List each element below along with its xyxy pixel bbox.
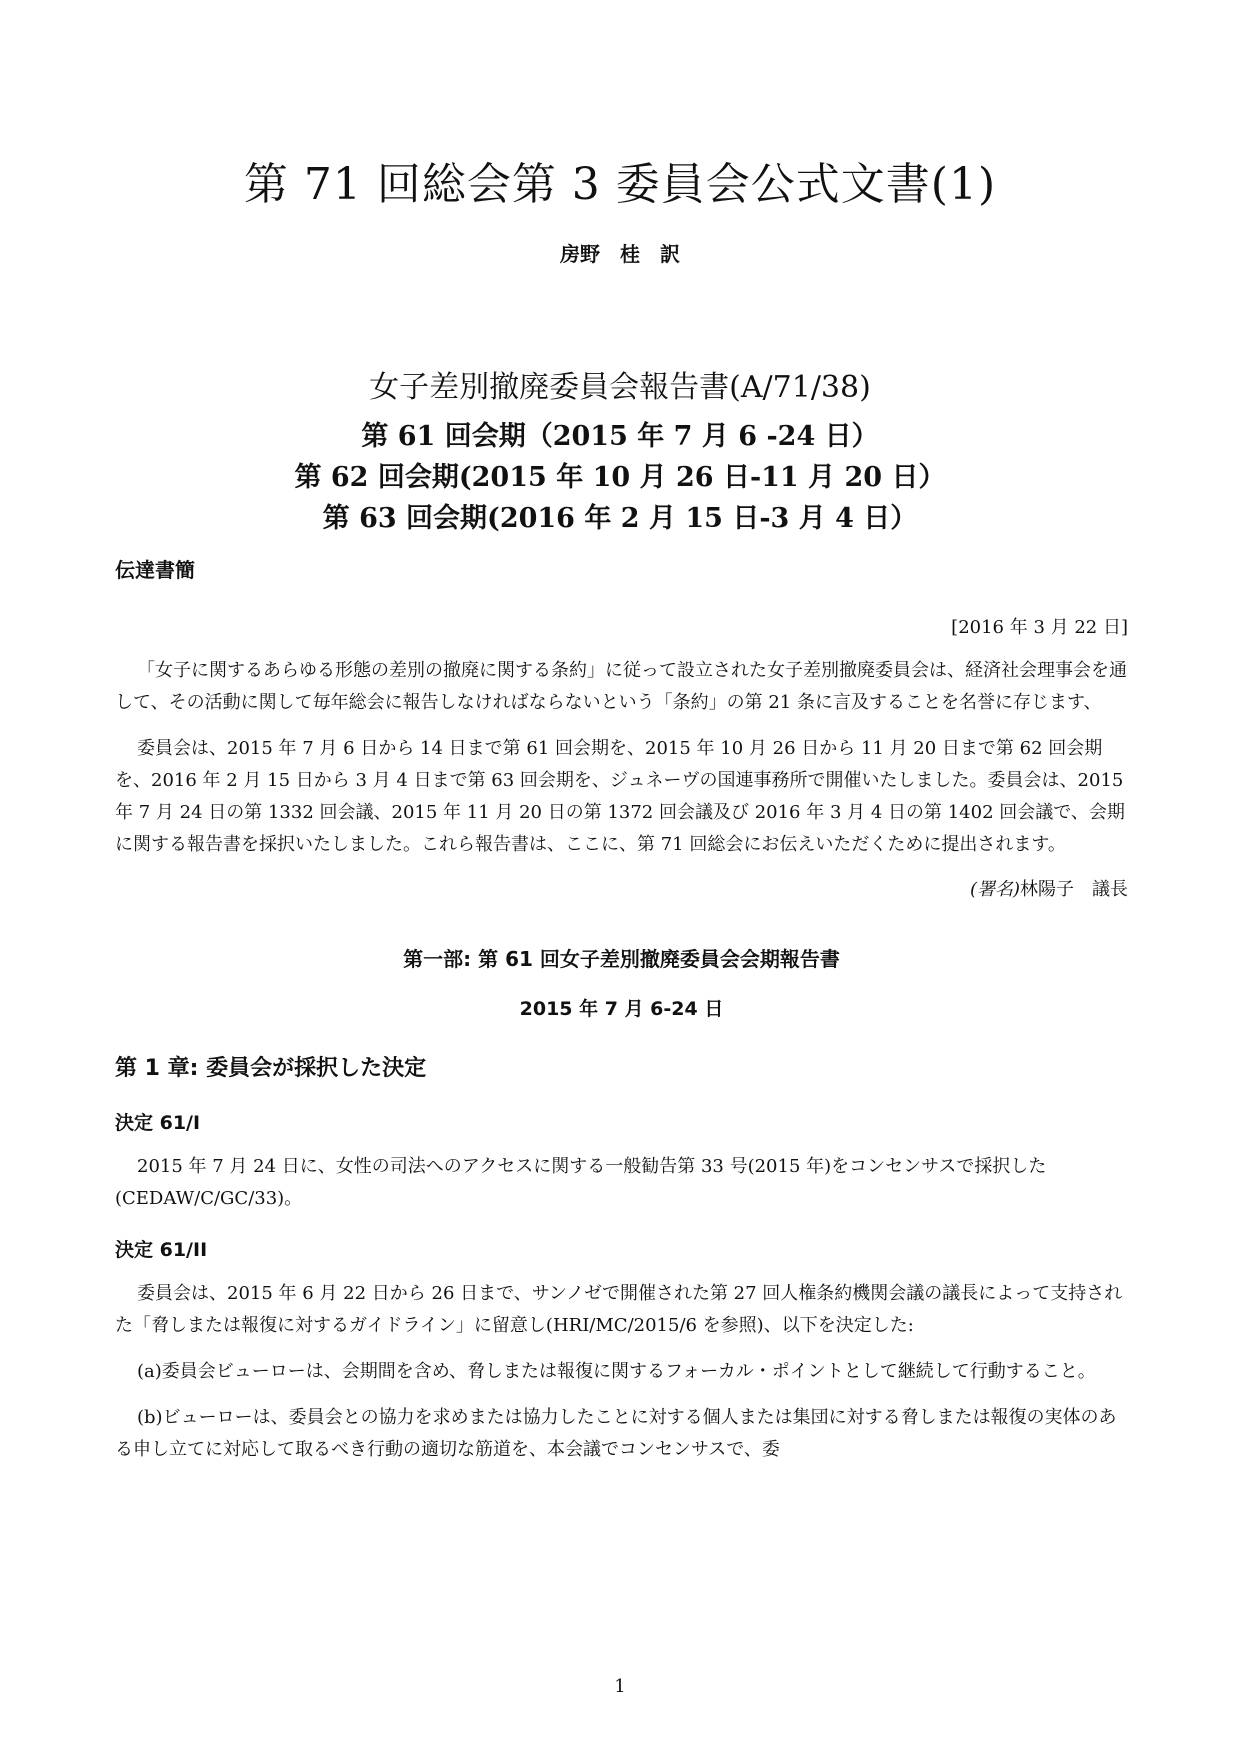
decision-heading: 決定 61/I	[115, 1112, 201, 1134]
letter-date: [2016 年 3 月 22 日]	[951, 617, 1128, 638]
letter-paragraph: 委員会は、2015 年 7 月 6 日から 14 日まで第 61 回会期を、2015 年 10 月 26 日から 11 月 20 日まで第 62 回会期を、2016 年 2 月 15 日から 3 月 4 日まで第 63 回会期を、ジュネーヴの国連事務所で開催いたしました。委員会は、2015 年 7 月 24 日の第 1332 回会議、2015 年 11 月 20 日の第 1372 回会議及び 2016 年 3 月 4 日の第 1402 回会議で、会期に関する報告書を採択いたしました。これら報告書は、ここに、第 71 回総会にお伝えいただくために提出されます。	[115, 738, 1125, 855]
session-item: 第 63 回会期(2016 年 2 月 15 日-3 月 4 日）	[322, 503, 918, 534]
signature-mark: (署名)	[969, 879, 1020, 900]
session-item: 第 62 回会期(2015 年 10 月 26 日-11 月 20 日）	[294, 462, 946, 493]
decision-text: 委員会は、2015 年 6 月 22 日から 26 日まで、サンノゼで開催された第 27 回人権条約機関会議の議長によって支持された「脅しまたは報復に対するガイドライン」に留意し(HRI/MC/2015/6 を参照)、以下を決定した:	[115, 1283, 1123, 1336]
part-dates: 2015 年 7 月 6-24 日	[519, 998, 724, 1020]
decision-item: (b)ビューローは、委員会との協力を求めまたは協力したことに対する個人または集団に対する脅しまたは報復の実体のある申し立てに対応して取るべき行動の適切な筋道を、本会議でコンセンサスで、委	[115, 1407, 1117, 1460]
session-list	[0, 416, 1240, 539]
translator-credit: 房野 桂 訳	[560, 242, 680, 266]
chapter-heading: 第 1 章: 委員会が採択した決定	[115, 1056, 427, 1081]
signature-name: 林陽子 議長	[1020, 879, 1128, 900]
report-title: 女子差別撤廃委員会報告書(A/71/38)	[369, 370, 871, 405]
page-number: 1	[614, 1676, 626, 1697]
letter-heading: 伝達書簡	[115, 558, 195, 582]
signature	[115, 875, 1128, 901]
document-body	[115, 554, 1128, 1466]
decision-heading: 決定 61/II	[115, 1239, 208, 1261]
part-title: 第一部: 第 61 回女子差別撤廃委員会会期報告書	[403, 947, 840, 971]
letter-paragraph: 「女子に関するあらゆる形態の差別の撤廃に関する条約」に従って設立された女子差別撤廃委員会は、経済社会理事会を通して、その活動に関して毎年総会に報告しなければならないという「条約」の第 21 条に言及することを名誉に存じます、	[115, 660, 1127, 713]
session-item: 第 61 回会期（2015 年 7 月 6 -24 日）	[361, 421, 879, 452]
decision-item: (a)委員会ビューローは、会期間を含め、脅しまたは報復に関するフォーカル・ポイントとして継続して行動すること。	[137, 1361, 1096, 1382]
page-title: 第 71 回総会第 3 委員会公式文書(1)	[243, 159, 997, 210]
decision-text: 2015 年 7 月 24 日に、女性の司法へのアクセスに関する一般勧告第 33 号(2015 年)をコンセンサスで採択した(CEDAW/C/GC/33)。	[115, 1156, 1047, 1209]
